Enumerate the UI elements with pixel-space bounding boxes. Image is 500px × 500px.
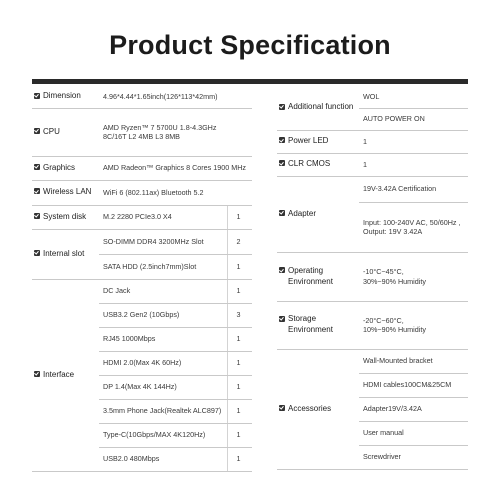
spec-label-dimension: Dimension: [32, 86, 99, 108]
spec-value-accessory: HDMI cables100CM&25CM: [359, 373, 468, 397]
spec-label-storage-environment: Storage Environment: [277, 301, 359, 349]
checkbox-icon: [279, 405, 285, 411]
spec-row-storage-environment: [277, 301, 468, 349]
spec-value-internal-slot: SO-DIMM DDR4 3200MHz Slot: [99, 229, 227, 254]
storage-humidity: 10%~90% Humidity: [363, 325, 426, 334]
operating-humidity: 30%~90% Humidity: [363, 276, 426, 286]
spec-label-power-led: Power LED: [277, 130, 359, 153]
spec-value-interface: DC Jack: [99, 279, 227, 303]
spec-row-interface-1: [32, 279, 252, 303]
spec-value-accessory: User manual: [359, 421, 468, 445]
spec-value-system-disk: M.2 2280 PCIe3.0 X4: [99, 205, 227, 229]
spec-label-accessories: Accessories: [277, 349, 359, 469]
spec-label-system-disk: System disk: [32, 205, 99, 229]
spec-value-power-led: 1: [359, 130, 468, 153]
spec-qty-internal-slot: 1: [227, 254, 252, 279]
spec-qty-interface: 1: [227, 423, 252, 447]
spec-row-graphics: [32, 156, 252, 180]
adapter-input: Input: 100-240V AC, 50/60Hz ,: [363, 217, 461, 227]
operating-temperature: -10°C~45°C,: [363, 267, 404, 277]
spec-value-interface: RJ45 1000Mbps: [99, 327, 227, 351]
spec-qty-interface: 1: [227, 399, 252, 423]
checkbox-icon: [279, 104, 285, 110]
spec-value-graphics: AMD Radeon™ Graphics 8 Cores 1900 MHz: [99, 156, 252, 180]
spec-label-operating-environment: Operating Environment: [277, 252, 359, 301]
spec-label-internal-slot: Internal slot: [32, 229, 99, 279]
title-divider-bar: [32, 79, 468, 84]
cpu-line-1: AMD Ryzen™ 7 5700U 1.8-4.3GHz: [103, 122, 217, 132]
spec-row-adapter-1: [277, 176, 468, 202]
checkbox-icon: [34, 188, 40, 194]
spec-qty-interface: 1: [227, 351, 252, 375]
spec-row-system-disk: [32, 205, 252, 229]
spec-value-interface: USB2.0 480Mbps: [99, 447, 227, 471]
spec-value-clr-cmos: 1: [359, 153, 468, 176]
spec-qty-interface: 1: [227, 447, 252, 471]
spec-value-internal-slot: SATA HDD (2.5inch7mm)Slot: [99, 254, 227, 279]
spec-value-interface: DP 1.4(Max 4K 144Hz): [99, 375, 227, 399]
spec-row-clr-cmos: [277, 153, 468, 176]
checkbox-icon: [279, 210, 285, 216]
checkbox-icon: [34, 371, 40, 377]
spec-value-accessory: Screwdriver: [359, 445, 468, 469]
spec-row-internal-slot-1: [32, 229, 252, 254]
spec-value-dimension: 4.96*4.44*1.65inch(126*113*42mm): [99, 86, 252, 108]
spec-label-interface: Interface: [32, 279, 99, 471]
spec-value-cpu: [99, 108, 252, 156]
spec-qty-system-disk: 1: [227, 205, 252, 229]
spec-qty-interface: 1: [227, 327, 252, 351]
spec-value-adapter-io: [359, 202, 468, 252]
left-spec-table: [32, 86, 252, 472]
spec-label-clr-cmos: CLR CMOS: [277, 153, 359, 176]
checkbox-icon: [34, 93, 40, 99]
page-title: Product Specification: [109, 30, 391, 60]
right-spec-table: [277, 86, 468, 470]
spec-value-additional-function: AUTO POWER ON: [359, 108, 468, 130]
checkbox-icon: [279, 160, 285, 166]
spec-value-interface: USB3.2 Gen2 (10Gbps): [99, 303, 227, 327]
spec-row-accessories-1: [277, 349, 468, 373]
spec-label-graphics: Graphics: [32, 156, 99, 180]
spec-value-interface: Type-C(10Gbps/MAX 4K120Hz): [99, 423, 227, 447]
spec-value-adapter-cert: 19V-3.42A Certification: [359, 176, 468, 202]
spec-row-additional-1: [277, 86, 468, 108]
spec-qty-interface: 1: [227, 279, 252, 303]
spec-qty-interface: 1: [227, 375, 252, 399]
spec-qty-interface: 3: [227, 303, 252, 327]
checkbox-icon: [279, 316, 285, 322]
spec-value-operating-environment: [359, 252, 468, 301]
spec-label-wireless-lan: Wireless LAN: [32, 180, 99, 205]
spec-value-storage-environment: [359, 301, 468, 349]
spec-row-power-led: [277, 130, 468, 153]
checkbox-icon: [279, 137, 285, 143]
spec-value-accessory: Adapter19V/3.42A: [359, 397, 468, 421]
spec-qty-internal-slot: 2: [227, 229, 252, 254]
spec-value-additional-function: WOL: [359, 86, 468, 108]
spec-value-interface: HDMI 2.0(Max 4K 60Hz): [99, 351, 227, 375]
spec-label-additional-function: Additional function: [277, 86, 359, 130]
checkbox-icon: [34, 164, 40, 170]
checkbox-icon: [34, 128, 40, 134]
checkbox-icon: [34, 250, 40, 256]
spec-label-adapter: Adapter: [277, 176, 359, 252]
checkbox-icon: [279, 267, 285, 273]
storage-temperature: -20°C~60°C,: [363, 315, 404, 325]
spec-value-wireless-lan: WiFi 6 (802.11ax) Bluetooth 5.2: [99, 180, 252, 205]
spec-row-operating-environment: [277, 252, 468, 301]
spec-row-cpu: [32, 108, 252, 156]
spec-row-wireless-lan: [32, 180, 252, 205]
cpu-line-2: 8C/16T L2 4MB L3 8MB: [103, 132, 180, 141]
spec-label-cpu: CPU: [32, 108, 99, 156]
spec-value-accessory: Wall-Mounted bracket: [359, 349, 468, 373]
checkbox-icon: [34, 213, 40, 219]
adapter-output: Output: 19V 3.42A: [363, 227, 423, 236]
spec-row-dimension: [32, 86, 252, 108]
spec-value-interface: 3.5mm Phone Jack(Realtek ALC897): [99, 399, 227, 423]
